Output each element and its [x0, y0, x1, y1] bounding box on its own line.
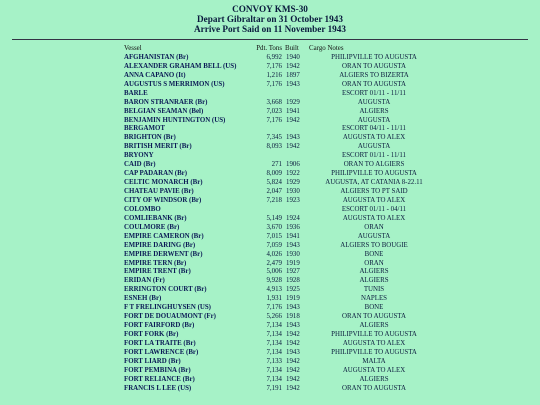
vessel-name: CHATEAU PAVIE (Br) [124, 188, 194, 195]
table-row [0, 206, 540, 215]
cargo-notes: ALGIERS TO BIZERTA [339, 71, 409, 79]
arrive-line: Arrive Port Said on 11 November 1943 [194, 24, 346, 34]
table-row [0, 134, 540, 143]
page-header [0, 0, 540, 34]
vessel-name: FORT FORK (Br) [124, 331, 179, 338]
year-built: 1943 [286, 304, 300, 312]
cargo-notes: ESCORT 01/11 - 11/11 [342, 152, 406, 160]
table-body [0, 54, 540, 394]
table-row [0, 268, 540, 277]
year-built: 1919 [286, 259, 300, 267]
tonnage: 7,059 [266, 241, 282, 249]
vessel-name: FORT FAIRFORD (Br) [124, 322, 195, 330]
table-row [0, 304, 540, 313]
table-row [0, 331, 540, 340]
year-built: 1930 [286, 250, 300, 258]
year-built: 1942 [286, 116, 300, 124]
divider [12, 39, 528, 40]
vessel-name: EMPIRE TERN (Br) [124, 259, 187, 267]
cargo-notes: AUGUSTA [357, 143, 391, 151]
vessel-name: BRYONY [124, 152, 154, 160]
table-row [0, 99, 540, 108]
vessel-name: ERRINGTON COURT (Br) [124, 286, 207, 294]
year-built: 1897 [286, 71, 300, 79]
vessel-name: COLOMBO [124, 205, 161, 213]
table-row [0, 108, 540, 117]
year-built: 1942 [286, 331, 300, 338]
vessel-name: FORT LA TRAITE (Br) [124, 339, 196, 347]
year-built: 1930 [286, 188, 300, 195]
tonnage: 271 [271, 161, 282, 169]
tonnage: 7,134 [266, 366, 282, 374]
year-built: 1928 [286, 277, 300, 285]
year-built: 1936 [286, 223, 300, 231]
tonnage: 6,992 [266, 53, 282, 61]
table-row [0, 197, 540, 206]
table-row [0, 170, 540, 179]
depart-line: Depart Gibraltar on 31 October 1943 [197, 14, 343, 24]
cargo-notes: ALGIERS [359, 107, 389, 115]
table-row [0, 143, 540, 152]
year-built: 1943 [286, 322, 300, 330]
tonnage: 3,670 [266, 223, 282, 231]
convoy-table [0, 45, 540, 394]
table-row [0, 125, 540, 134]
cargo-notes: PHILIPVILLE TO AUGUSTA [331, 53, 417, 61]
column-header-notes: Cargo Notes [309, 45, 344, 52]
cargo-notes: AUGUSTA [357, 98, 391, 106]
tonnage: 7,176 [266, 80, 282, 88]
vessel-name: BELGIAN SEAMAN (Bel) [124, 107, 204, 115]
table-row [0, 242, 540, 251]
table-row [0, 367, 540, 376]
tonnage: 7,176 [266, 116, 282, 124]
cargo-notes: TUNIS [363, 286, 385, 294]
table-row [0, 251, 540, 260]
vessel-name: FORT PEMBINA (Br) [124, 366, 191, 374]
tonnage: 5,006 [266, 268, 282, 276]
year-built: 1941 [286, 107, 300, 115]
cargo-notes: ALGIERS [359, 375, 389, 383]
cargo-notes: ALGIERS [359, 322, 389, 330]
vessel-name: ALEXANDER GRAHAM BELL (US) [124, 62, 237, 70]
cargo-notes: ORAN TO AUGUSTA [342, 384, 406, 392]
tonnage: 5,266 [266, 313, 282, 321]
vessel-name: CAP PADARAN (Br) [124, 170, 188, 178]
convoy-title: CONVOY KMS-30 [232, 4, 308, 14]
year-built: 1940 [286, 53, 300, 61]
table-row [0, 322, 540, 331]
table-row [0, 188, 540, 197]
cargo-notes: ORAN [364, 223, 384, 231]
year-built: 1927 [286, 268, 300, 276]
cargo-notes: AUGUSTA TO ALEX [342, 339, 406, 347]
cargo-notes: AUGUSTA TO ALEX [342, 214, 406, 222]
cargo-notes: AUGUSTA TO ALEX [342, 134, 406, 142]
cargo-notes: AUGUSTA [357, 232, 391, 240]
year-built: 1929 [286, 179, 300, 187]
tonnage: 7,176 [266, 304, 282, 312]
year-built: 1942 [286, 62, 300, 70]
vessel-name: EMPIRE CAMERON (Br) [124, 232, 204, 240]
cargo-notes: ESCORT 04/11 - 11/11 [342, 125, 406, 133]
cargo-notes: AUGUSTA TO ALEX [342, 366, 406, 374]
table-row [0, 117, 540, 126]
tonnage: 7,134 [266, 331, 282, 338]
year-built: 1922 [286, 170, 300, 178]
year-built: 1923 [286, 196, 300, 204]
cargo-notes: ALGIERS TO PT SAID [340, 188, 408, 195]
cargo-notes: MALTA [362, 357, 386, 365]
table-row [0, 358, 540, 367]
vessel-name: FRANCIS L LEE (US) [124, 384, 192, 392]
tonnage: 7,134 [266, 375, 282, 383]
tonnage: 7,133 [266, 357, 282, 365]
vessel-name: FORT LAWRENCE (Br) [124, 348, 199, 356]
cargo-notes: ALGIERS [359, 268, 389, 276]
year-built: 1941 [286, 232, 300, 240]
table-row [0, 340, 540, 349]
tonnage: 1,931 [266, 295, 282, 303]
cargo-notes: BONE [364, 304, 384, 312]
tonnage: 7,218 [266, 196, 282, 204]
vessel-name: BENJAMIN HUNTINGTON (US) [124, 116, 226, 124]
year-built: 1942 [286, 384, 300, 392]
table-row [0, 349, 540, 358]
vessel-name: CAID (Br) [124, 161, 156, 169]
year-built: 1919 [286, 295, 300, 303]
cargo-notes: ESCORT 01/11 - 11/11 [342, 89, 406, 97]
vessel-name: BARLE [124, 89, 148, 97]
year-built: 1906 [286, 161, 300, 169]
tonnage: 8,009 [266, 170, 282, 178]
vessel-name: CITY OF WINDSOR (Br) [124, 196, 202, 204]
vessel-name: EMPIRE DERWENT (Br) [124, 250, 203, 258]
year-built: 1943 [286, 80, 300, 88]
table-row [0, 313, 540, 322]
cargo-notes: ORAN TO AUGUSTA [342, 62, 406, 70]
column-header-built: Built [285, 45, 299, 52]
table-row [0, 277, 540, 286]
table-row [0, 233, 540, 242]
table-row [0, 286, 540, 295]
tonnage: 2,047 [266, 188, 282, 195]
tonnage: 2,479 [266, 259, 282, 267]
vessel-name: BERGAMOT [124, 125, 165, 133]
table-row [0, 63, 540, 72]
table-row [0, 385, 540, 394]
cargo-notes: ORAN TO AUGUSTA [342, 80, 406, 88]
table-row [0, 152, 540, 161]
year-built: 1918 [286, 313, 300, 321]
vessel-name: FORT DE DOUAUMONT (Fr) [124, 313, 216, 321]
table-row [0, 179, 540, 188]
year-built: 1943 [286, 241, 300, 249]
table-row [0, 224, 540, 233]
cargo-notes: PHILIPVILLE TO AUGUSTA [331, 331, 417, 338]
cargo-notes: ORAN TO ALGIERS [343, 161, 405, 169]
tonnage: 9,928 [266, 277, 282, 285]
table-row [0, 260, 540, 269]
tonnage: 7,015 [266, 232, 282, 240]
table-row [0, 72, 540, 81]
year-built: 1942 [286, 366, 300, 374]
cargo-notes: PHILIPVILLE TO AUGUSTA [331, 170, 417, 178]
vessel-name: ANNA CAPANO (It) [124, 71, 186, 79]
cargo-notes: PHILIPVILLE TO AUGUSTA [331, 348, 417, 356]
cargo-notes: ORAN TO AUGUSTA [342, 313, 406, 321]
tonnage: 3,668 [266, 98, 282, 106]
year-built: 1942 [286, 143, 300, 151]
table-row [0, 376, 540, 385]
vessel-name: FORT LIARD (Br) [124, 357, 181, 365]
tonnage: 8,093 [266, 143, 282, 151]
vessel-name: AFGHANISTAN (Br) [124, 53, 189, 61]
vessel-name: EMPIRE DARING (Br) [124, 241, 196, 249]
vessel-name: CELTIC MONARCH (Br) [124, 179, 203, 187]
cargo-notes: ORAN [364, 259, 384, 267]
tonnage: 7,191 [266, 384, 282, 392]
vessel-name: AUGUSTUS S MERRIMON (US) [124, 80, 225, 88]
tonnage: 7,345 [266, 134, 282, 142]
cargo-notes: NAPLES [360, 295, 388, 303]
tonnage: 7,134 [266, 339, 282, 347]
vessel-name: COMLIEBANK (Br) [124, 214, 187, 222]
tonnage: 1,216 [266, 71, 282, 79]
vessel-name: ESNEH (Br) [124, 295, 162, 303]
vessel-name: F T FRELINGHUYSEN (US) [124, 304, 211, 312]
vessel-name: EMPIRE TRENT (Br) [124, 268, 191, 276]
column-header-tons: Pdt. Tons [256, 45, 282, 52]
table-header-row [0, 45, 540, 54]
vessel-name: FORT RELIANCE (Br) [124, 375, 195, 383]
year-built: 1925 [286, 286, 300, 294]
cargo-notes: ESCORT 01/11 - 04/11 [341, 205, 407, 213]
year-built: 1942 [286, 339, 300, 347]
vessel-name: ERIDAN (Fr) [124, 277, 165, 285]
table-row [0, 54, 540, 63]
table-row [0, 161, 540, 170]
vessel-name: BARON STRANRAER (Br) [124, 98, 208, 106]
tonnage: 7,134 [266, 322, 282, 330]
cargo-notes: BONE [364, 250, 384, 258]
year-built: 1942 [286, 375, 300, 383]
table-row [0, 81, 540, 90]
cargo-notes: AUGUSTA TO ALEX [342, 196, 406, 204]
vessel-name: BRIGHTON (Br) [124, 134, 176, 142]
vessel-name: BRITISH MERIT (Br) [124, 143, 192, 151]
tonnage: 4,913 [266, 286, 282, 294]
table-row [0, 295, 540, 304]
tonnage: 5,149 [266, 214, 282, 222]
tonnage: 7,023 [266, 107, 282, 115]
table-row [0, 215, 540, 224]
year-built: 1943 [286, 348, 300, 356]
cargo-notes: AUGUSTA [357, 116, 391, 124]
table-row [0, 90, 540, 99]
tonnage: 5,824 [266, 179, 282, 187]
year-built: 1929 [286, 98, 300, 106]
year-built: 1943 [286, 134, 300, 142]
tonnage: 7,176 [266, 62, 282, 70]
cargo-notes: ALGIERS [359, 277, 389, 285]
cargo-notes: ALGIERS TO BOUGIE [340, 241, 408, 249]
vessel-name: COULMORE (Br) [124, 223, 180, 231]
year-built: 1942 [286, 357, 300, 365]
year-built: 1924 [286, 214, 300, 222]
cargo-notes: AUGUSTA, AT CATANIA 8-22.11 [325, 179, 423, 187]
tonnage: 7,134 [266, 348, 282, 356]
tonnage: 4,026 [266, 250, 282, 258]
column-header-vessel: Vessel [124, 45, 142, 52]
